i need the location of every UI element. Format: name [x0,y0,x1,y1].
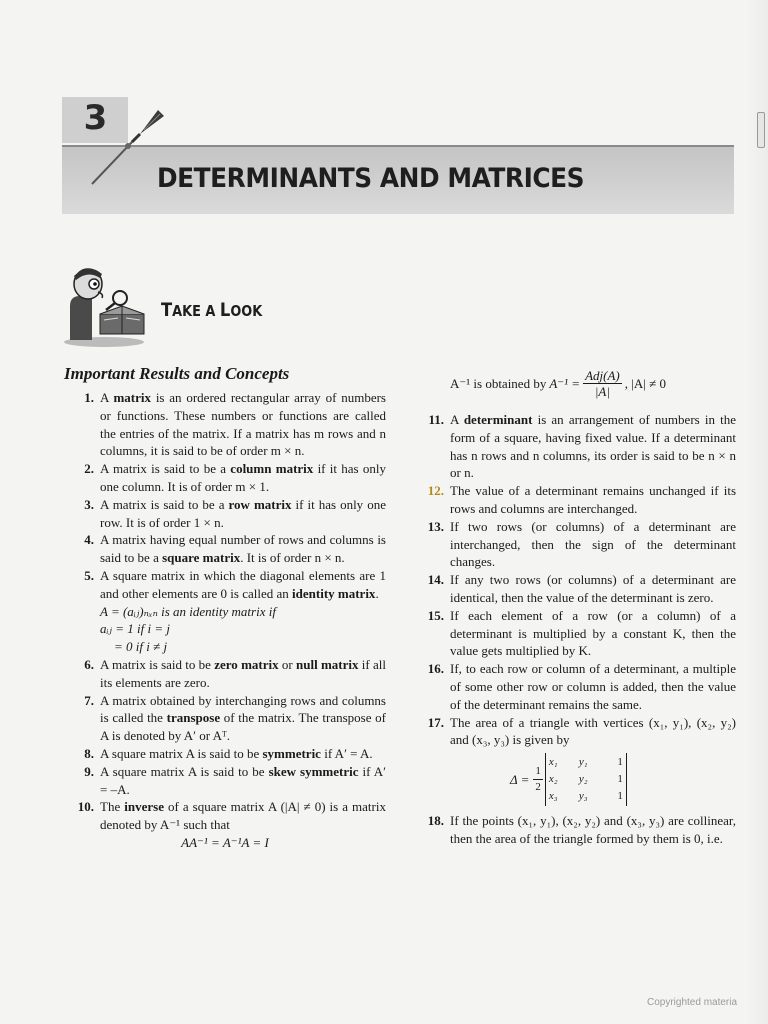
item-number: 6. [84,656,94,672]
item-text: The area of a triangle with vertices (x₁, y₁), (x₂, y₂) and (x₃, y₃) is given by [450,714,736,748]
item-text: A matrix having equal number of rows and columns is said to be a [100,532,386,566]
item-number: 15. [427,607,444,623]
item-text: A square matrix in which the diagonal elements are 1 and other elements are 0 is called an [100,567,386,601]
determinant-cell: x₁ [548,756,558,769]
key-term: zero matrix [214,656,279,672]
area-lhs: Δ = [510,771,530,787]
identity-line-3: = 0 if i ≠ j [114,639,168,655]
formula-lead: A⁻¹ is obtained by [450,375,547,391]
determinant-cell: x₂ [548,773,558,786]
page-edge-shadow [746,0,768,1024]
determinant-cell: x₃ [548,790,558,803]
chapter-number: 3 [83,98,107,138]
item-text: A [100,390,114,405]
list-item [64,460,386,496]
key-term: identity matrix [292,585,376,601]
item-text: If each element of a row (or a column) of a determinant is multiplied by a constant K, then the value gets multiplied by K. [450,607,736,659]
list-item [414,714,736,750]
list-item [64,496,386,532]
key-term: determinant [463,412,533,427]
right-column [414,411,736,848]
item-number: 17. [427,714,444,730]
identity-line-2: aᵢⱼ = 1 if i = j [100,621,170,637]
determinant-cell: 1 [617,790,623,803]
item-text: The [100,799,125,815]
item-text: if A′ = A. [320,745,373,761]
chapter-title: DETERMINANTS AND MATRICES [157,163,585,194]
key-term: null matrix [296,656,359,672]
key-term: transpose [166,710,221,726]
area-fraction [533,764,543,795]
item-number: 7. [84,692,94,708]
item-text: A matrix is said to be [100,656,215,672]
item-text: The value of a determinant remains unchanged if its rows and columns are interchanged. [450,483,736,516]
item-number: 2. [84,461,94,477]
list-item [414,518,736,571]
item-text: If, to each row or column of a determinant, a multiple of some other row or column is added, then the value of the determinant remains the same. [450,661,736,712]
area-formula [414,753,736,806]
area-determinant [545,753,627,806]
copyright-footer: Copyrighted materia [647,997,738,1008]
list-item [414,660,736,713]
item-text: A square matrix A is said to be [100,745,263,761]
list-item [414,482,736,518]
item-number: 12. [427,483,444,499]
item-number: 18. [427,813,444,829]
list-item [64,389,386,460]
item-text: . [375,585,379,601]
list-item [64,656,386,692]
item-text: if it has only one row. It is of order 1 × n. [100,496,386,530]
item-text: of a square matrix A (|A| ≠ 0) is a matrix denoted by A⁻¹ such that [100,799,386,833]
determinant-cell: 1 [617,773,623,786]
item-number: 8. [84,745,94,761]
item-text: . It is of order n × n. [240,550,345,566]
formula-lhs: A⁻¹ = [549,375,581,391]
list-item [64,531,386,567]
list-item [64,763,386,799]
key-term: square matrix [162,550,241,566]
list-item [414,571,736,607]
identity-line-1: A = (aᵢⱼ)ₙₓₙ is an identity matrix if [100,603,276,619]
key-term: symmetric [262,745,321,761]
list-item [414,411,736,482]
item-number: 5. [84,567,94,583]
item-text: is an ordered rectangular array of numbers or functions. These numbers or functions are called the entries of the matrix. If a matrix has m rows and n columns, it is said to be of order m × n. [100,390,386,459]
item-number: 4. [84,532,94,548]
formula-fraction [583,368,622,399]
key-term: matrix [113,390,152,405]
item-number: 1. [84,390,94,405]
item-text: If the points (x₁, y₁), (x₂, y₂) and (x₃, y₃) are collinear, then the area of the triangle formed by them is 0, i.e. [450,813,736,846]
determinant-cell: y₂ [578,773,588,786]
item-text: If two rows (or columns) of a determinant are interchanged, then the sign of the determinant changes. [450,518,736,570]
item-number: 14. [427,572,444,588]
item-text: A matrix obtained by interchanging rows and columns is called the [100,692,386,726]
reading-mascot-icon [60,262,148,348]
item-text: of the matrix. The transpose of A is denoted by A′ or Aᵀ. [100,710,386,744]
item-text: A [450,412,464,427]
formula-numerator: Adj(A) [585,368,620,383]
determinant-cell: 1 [617,756,623,769]
inverse-equation: AA⁻¹ = A⁻¹A = I [181,834,269,850]
list-item [64,692,386,745]
area-numerator: 1 [533,764,543,780]
item-number: 9. [84,763,94,779]
determinant-cell: y₁ [578,756,588,769]
section-heading: Important Results and Concepts [64,364,290,383]
item-text: if it has only one column. It is of order m × 1. [100,461,387,494]
list-item [414,607,736,660]
item-number: 16. [427,661,444,677]
determinant-cell: y₃ [578,790,588,803]
key-term: row matrix [228,496,292,512]
item-text: or [278,656,296,672]
formula-tail: , |A| ≠ 0 [624,375,666,391]
formula-denominator: |A| [594,384,610,399]
left-column [64,389,386,852]
item-text: is an arrangement of numbers in the form of a square, having fixed value. If a determinant has n rows and n columns, its order is said to be n × n or n. [450,412,736,481]
take-a-look-heading: TAKE A LOOK [161,299,263,321]
item-text: if all its elements are zero. [100,656,386,690]
list-item [64,745,386,763]
item-text: If any two rows (or columns) of a determinant are identical, then the value of the determinant is zero. [450,572,736,605]
area-denominator: 2 [535,781,541,794]
list-item [64,798,386,834]
item-text: A matrix is said to be a [100,461,231,477]
item-text: if A′ = –A. [100,763,386,797]
list-item [414,812,736,848]
scrollbar-thumb[interactable] [757,112,765,148]
key-term: inverse [124,799,164,815]
key-term: skew symmetric [268,763,359,779]
item-text: A matrix is said to be a [100,496,229,512]
item-text: A square matrix A is said to be [100,763,269,779]
item-number: 3. [84,496,94,512]
key-term: column matrix [230,461,314,477]
inverse-formula [450,368,666,399]
pen-nib-icon [88,104,168,188]
list-item [64,567,386,603]
item-number: 10. [77,799,94,815]
item-number: 13. [427,518,444,534]
item-number: 11. [428,412,444,427]
